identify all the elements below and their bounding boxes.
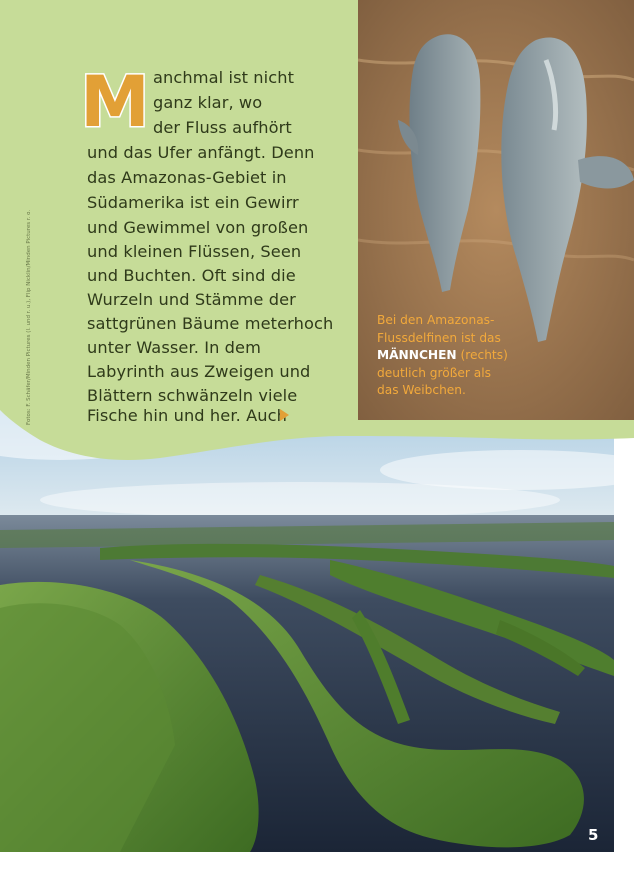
dolphin-caption	[377, 312, 508, 400]
body-line-15: Fische hin und her. Auch	[87, 406, 287, 425]
body-line-9: und Buchten. Oft sind die	[87, 266, 296, 285]
caption-bold-word: MÄNNCHEN	[377, 348, 457, 362]
body-line-13: Labyrinth aus Zweigen und	[87, 362, 311, 381]
body-line-8: und kleinen Flüssen, Seen	[87, 242, 302, 261]
caption-line-2: Flussdelfinen ist das	[377, 330, 501, 345]
body-line-3: der Fluss aufhört	[153, 118, 292, 137]
arrow-right-icon	[280, 409, 289, 421]
photo-credit: Fotos: F. Schäfer/Minden Pictures (l. und r. u.), Flip Nicklin/Minden Pictures r. o.	[26, 209, 32, 425]
caption-line-1: Bei den Amazonas-	[377, 313, 495, 327]
drop-cap-letter: M	[80, 61, 150, 143]
body-line-11: sattgrünen Bäume meterhoch	[87, 314, 334, 333]
body-line-5: das Amazonas-Gebiet in	[87, 168, 287, 187]
caption-line-5: das Weibchen.	[377, 383, 466, 397]
body-line-7: und Gewimmel von großen	[87, 218, 309, 237]
body-line-14: Blättern schwänzeln viele	[87, 386, 298, 405]
body-line-10: Wurzeln und Stämme der	[87, 290, 296, 309]
drop-cap	[79, 61, 151, 143]
body-line-6: Südamerika ist ein Gewirr	[87, 193, 299, 212]
body-line-2: ganz klar, wo	[153, 93, 263, 112]
body-line-4: und das Ufer anfängt. Denn	[87, 143, 315, 162]
body-line-1: anchmal ist nicht	[153, 68, 295, 87]
caption-line-3-rest: (rechts)	[456, 348, 508, 362]
page-number: 5	[588, 826, 599, 844]
caption-line-3	[377, 347, 508, 365]
caption-line-4: deutlich größer als	[377, 365, 492, 380]
body-line-12: unter Wasser. In dem	[87, 338, 261, 357]
